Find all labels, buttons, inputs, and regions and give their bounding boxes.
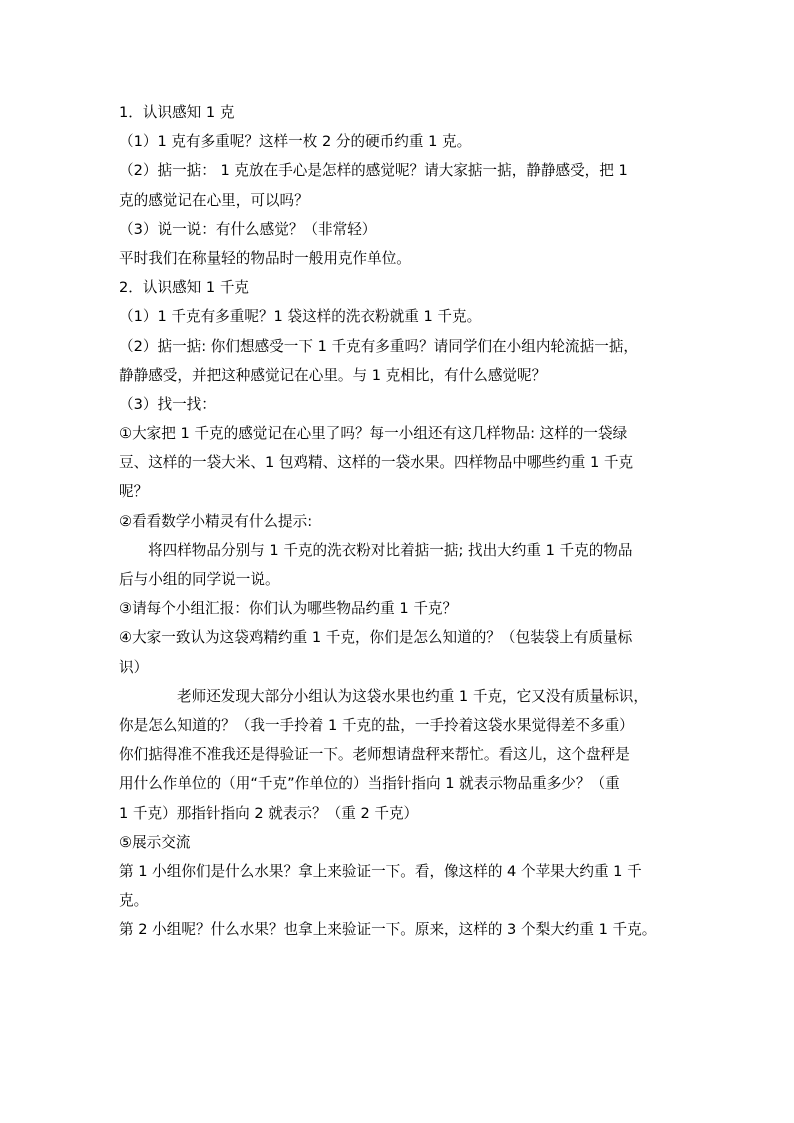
section-heading-1kg: 2．认识感知 1 千克 xyxy=(119,279,250,297)
paragraph: 老师还发现大部分小组认为这袋水果也约重 1 千克，它又没有质量标识， xyxy=(177,687,648,705)
paragraph: ④大家一致认为这袋鸡精约重 1 千克，你们是怎么知道的？（包装袋上有质量标 xyxy=(119,629,633,647)
paragraph: （2）掂一掂： 1 克放在手心是怎样的感觉呢？请大家掂一掂，静静感受，把 1 xyxy=(119,162,628,180)
paragraph: 识） xyxy=(119,658,149,676)
section-heading-1g: 1．认识感知 1 克 xyxy=(119,104,235,121)
paragraph: 克的感觉记在心里，可以吗？ xyxy=(119,191,309,209)
paragraph: 1 千克）那指针指向 2 就表示？（重 2 千克） xyxy=(119,804,419,822)
paragraph: ⑤展示交流 xyxy=(119,833,191,851)
paragraph: ③请每个小组汇报：你们认为哪些物品约重 1 千克？ xyxy=(119,600,458,618)
paragraph: （3）说一说：有什么感觉？（非常轻） xyxy=(119,220,377,238)
paragraph: ①大家把 1 千克的感觉记在心里了吗？每一小组还有这几样物品: 这样的一袋绿 xyxy=(119,425,628,443)
paragraph: 你是怎么知道的？（我一手拎着 1 千克的盐，一手拎着这袋水果觉得差不多重） xyxy=(119,716,634,734)
paragraph: 你们掂得准不准我还是得验证一下。老师想请盘秤来帮忙。看这儿，这个盘秤是 xyxy=(119,746,630,764)
paragraph: 静静感受，并把这种感觉记在心里。与 1 克相比，有什么感觉呢？ xyxy=(119,366,547,384)
paragraph: 克。 xyxy=(119,892,149,910)
paragraph: 豆、这样的一袋大米、1 包鸡精、这样的一袋水果。四样物品中哪些约重 1 千克 xyxy=(119,454,634,472)
paragraph: 呢？ xyxy=(119,483,149,501)
paragraph: 平时我们在称量轻的物品时一般用克作单位。 xyxy=(119,249,411,267)
paragraph: （1）1 千克有多重呢？1 袋这样的洗衣粉就重 1 千克。 xyxy=(119,308,482,326)
paragraph: ②看看数学小精灵有什么提示: xyxy=(119,512,313,530)
paragraph: 将四样物品分别与 1 千克的洗衣粉对比着掂一掂; 找出大约重 1 千克的物品 xyxy=(148,541,633,559)
document-body xyxy=(119,98,679,944)
paragraph: （1）1 克有多重呢？这样一枚 2 分的硬币约重 1 克。 xyxy=(119,133,472,151)
paragraph: （2）掂一掂: 你们想感受一下 1 千克有多重吗？请同学们在小组内轮流掂一掂， xyxy=(119,337,639,355)
paragraph: 用什么作单位的（用“千克”作单位的）当指针指向 1 就表示物品重多少？（重 xyxy=(119,775,620,793)
paragraph: 后与小组的同学说一说。 xyxy=(119,571,280,588)
paragraph: （3）找一找： xyxy=(119,395,216,413)
paragraph: 第 2 小组呢？什么水果？也拿上来验证一下。原来，这样的 3 个梨大约重 1 千克。 xyxy=(119,921,657,939)
paragraph: 第 1 小组你们是什么水果？拿上来验证一下。看，像这样的 4 个苹果大约重 1 千 xyxy=(119,862,642,880)
